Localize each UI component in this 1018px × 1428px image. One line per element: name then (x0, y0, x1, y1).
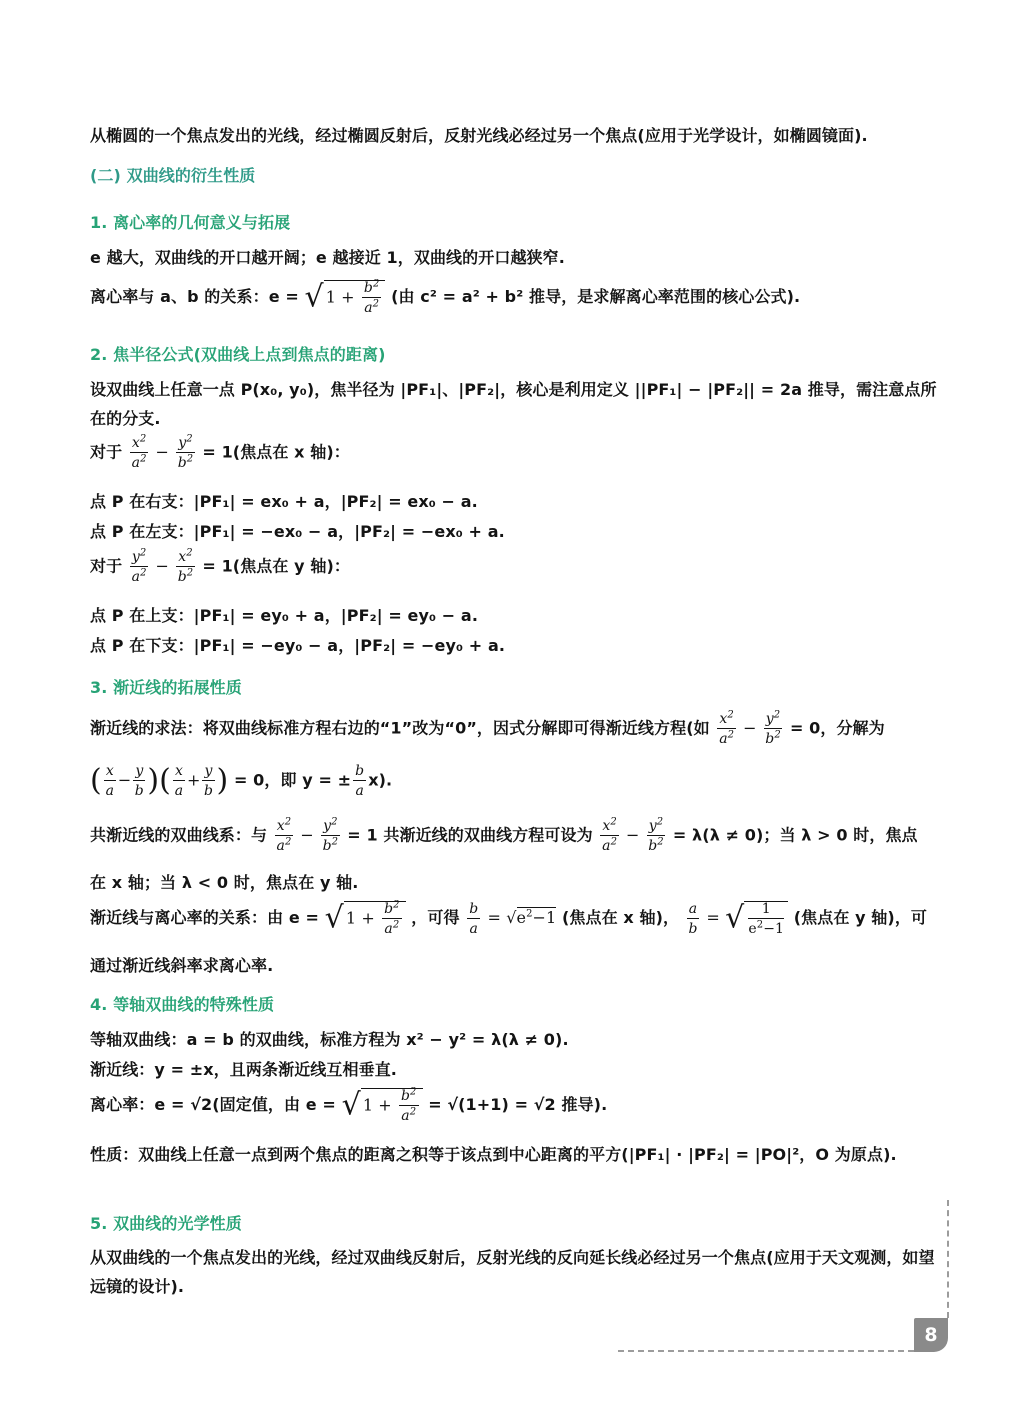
fraction: $\frac{y}{b}$ (134, 763, 144, 799)
page-corner-dash-horizontal (618, 1350, 914, 1352)
fraction: $\frac{x^2}{a^2}$ (602, 816, 618, 854)
page-number: 8 (914, 1318, 948, 1352)
equilateral-ecc-text: 离心率：e = √2(固定值，由 e = (90, 1095, 336, 1114)
fraction: $\frac{y^2}{b^2}$ (648, 816, 664, 854)
fraction: $\frac{b}{a}$ (355, 763, 365, 799)
fraction: $\frac{x^2}{b^2}$ (177, 547, 194, 585)
ellipse-optical-text: 从椭圆的一个焦点发出的光线，经过椭圆反射后，反射光线必经过另一个焦点(应用于光学设计，如椭圆镜面). (90, 126, 868, 145)
heading-focal-radius: 2. 焦半径公式(双曲线上点到焦点的距离) (90, 345, 386, 364)
heading-optical: 5. 双曲线的光学性质 (90, 1214, 242, 1233)
heading-eccentricity: 1. 离心率的几何意义与拓展 (90, 213, 291, 232)
right-branch-text: 点 P 在右支：|PF₁| = ex₀ + a，|PF₂| = ex₀ − a. (90, 492, 478, 511)
left-branch-text: 点 P 在左支：|PF₁| = −ex₀ − a，|PF₂| = −ex₀ + a. (90, 522, 505, 541)
for-label: 对于 (90, 556, 123, 576)
asymptote-eccentricity-line: 渐近线与离心率的关系：由 e = √ 1 + $\frac{b^2}{a^2}$ ，可得 $\frac{b}{a}$ = $√e^2-1$ (焦点在 x 轴)， $\frac{a}{b}$ = √ $\frac{1}{e^2-1}$ (焦点在 y 轴)，可 (90, 899, 928, 937)
asymptote-ecc-get: ，可得 (411, 908, 460, 927)
eccentricity-label: 离心率与 a、b 的关系：e = (90, 287, 299, 306)
x-axis-equation-line: 对于 $\frac{x^2}{a^2}$ − $\frac{y^2}{b^2}$ = 1(焦点在 x 轴)： (90, 433, 350, 471)
heading-asymptote: 3. 渐近线的拓展性质 (90, 678, 242, 697)
lower-branch-text: 点 P 在下支：|PF₁| = −ey₀ − a，|PF₂| = −ey₀ + a. (90, 636, 506, 655)
eccentricity-text: e 越大，双曲线的开口越开阔；e 越接近 1，双曲线的开口越狭窄. (90, 248, 565, 267)
equilateral-eccentricity-line (90, 1088, 940, 1134)
fraction: $\frac{b}{a}$ (469, 900, 479, 937)
asymptote-ecc-y: (焦点在 y 轴)，可 (793, 908, 928, 927)
fraction: $\frac{x^2}{a^2}$ (131, 433, 147, 471)
page-corner-dash-vertical (947, 1200, 949, 1318)
fraction: $\frac{y}{b}$ (203, 763, 214, 799)
hyperbola-optical-text: 从双曲线的一个焦点发出的光线，经过双曲线反射后，反射光线的反向延长线必经过另一个焦点(应用于天文观测，如望远镜的设计). (90, 1248, 935, 1296)
factorization-line: ( $\frac{x}{a}$ − $\frac{y}{b}$ )( $\frac{x}{a}$ + $\frac{y}{b}$ ) = 0，即 y = ± $\frac{b}{a}$ x). (90, 763, 393, 799)
sqrt-formula: √ 1 + $\frac{b^2}{a^2}$ (305, 280, 386, 315)
asymptote-slope-text: 通过渐近线斜率求离心率. (90, 956, 274, 975)
fraction: $\frac{y^2}{b^2}$ (177, 433, 194, 471)
heading-equilateral: 4. 等轴双曲线的特殊性质 (90, 995, 275, 1014)
eccentricity-formula-line (90, 280, 940, 324)
asymptote-ecc-x: (焦点在 x 轴)， (562, 908, 680, 927)
common-asymptote-mid: = 1 共渐近线的双曲线方程可设为 (347, 825, 593, 845)
y-axis-label: = 1(焦点在 y 轴)： (202, 556, 350, 576)
common-asymptote-lambda: = λ(λ ≠ 0)；当 λ > 0 时，焦点 (672, 825, 918, 845)
x-axis-label: = 1(焦点在 x 轴)： (202, 442, 350, 462)
fraction: $\frac{x}{a}$ (174, 763, 184, 799)
equilateral-ecc-end: = √(1+1) = √2 推导). (428, 1095, 608, 1114)
y-axis-equation-line: 对于 $\frac{y^2}{a^2}$ − $\frac{x^2}{b^2}$ = 1(焦点在 y 轴)： (90, 547, 350, 585)
equilateral-asymptote: 渐近线：y = ±x，且两条渐近线互相垂直. (90, 1060, 397, 1079)
fraction: $\frac{y^2}{a^2}$ (131, 547, 147, 585)
eccentricity-derivation: (由 c² = a² + b² 推导，是求解离心率范围的核心公式). (391, 287, 801, 306)
equilateral-property: 性质：双曲线上任意一点到两个焦点的距离之积等于该点到中心距离的平方(|PF₁| · |PF₂| = |PO|²，O 为原点). (90, 1145, 897, 1164)
fraction: $\frac{x^2}{a^2}$ (276, 816, 292, 854)
asymptote-result-text: = 0，即 y = ± (233, 770, 352, 790)
fraction: $\frac{x^2}{a^2}$ (719, 709, 735, 747)
focal-radius-text: 设双曲线上任意一点 P(x₀, y₀)，焦半径为 |PF₁|、|PF₂|，核心是利用定义 ||PF₁| − |PF₂|| = 2a 推导，需注意点所在的分支. (90, 380, 937, 428)
equilateral-definition: 等轴双曲线：a = b 的双曲线，标准方程为 x² − y² = λ(λ ≠ 0). (90, 1030, 569, 1049)
asymptote-ecc-text: 渐近线与离心率的关系：由 e = (90, 908, 319, 927)
sqrt-formula: √ $\frac{1}{e^2-1}$ (725, 901, 788, 936)
asymptote-method-text: 渐近线的求法：将双曲线标准方程右边的“1”改为“0”，因式分解即可得渐近线方程(如 (90, 718, 710, 738)
section-heading-hyperbola: (二) 双曲线的衍生性质 (90, 166, 256, 185)
asymptote-method-line: 渐近线的求法：将双曲线标准方程右边的“1”改为“0”，因式分解即可得渐近线方程(如 $\frac{x^2}{a^2}$ − $\frac{y^2}{b^2}$ = 0，分解为 (90, 709, 885, 747)
for-label: 对于 (90, 442, 123, 462)
fraction: $\frac{y^2}{b^2}$ (765, 709, 781, 747)
fraction: $\frac{a}{b}$ (688, 900, 698, 937)
common-asymptote-axis-text: 在 x 轴；当 λ < 0 时，焦点在 y 轴. (90, 873, 359, 892)
common-asymptote-line: 共渐近线的双曲线系：与 $\frac{x^2}{a^2}$ − $\frac{y^2}{b^2}$ = 1 共渐近线的双曲线方程可设为 $\frac{x^2}{a^2}$ − $\frac{y^2}{b^2}$ = λ(λ ≠ 0)；当 λ > 0 时，焦点 (90, 816, 918, 854)
asymptote-factor-text: = 0，分解为 (789, 718, 885, 738)
asymptote-result-end: x). (368, 770, 393, 790)
sqrt-formula: √ 1 + $\frac{b^2}{a^2}$ (325, 901, 406, 936)
fraction: $\frac{y^2}{b^2}$ (322, 816, 339, 854)
upper-branch-text: 点 P 在上支：|PF₁| = ey₀ + a，|PF₂| = ey₀ − a. (90, 606, 479, 625)
sqrt-formula: √ 1 + $\frac{b^2}{a^2}$ (342, 1088, 423, 1123)
common-asymptote-text: 共渐近线的双曲线系：与 (90, 825, 268, 845)
fraction: $\frac{x}{a}$ (105, 763, 115, 799)
